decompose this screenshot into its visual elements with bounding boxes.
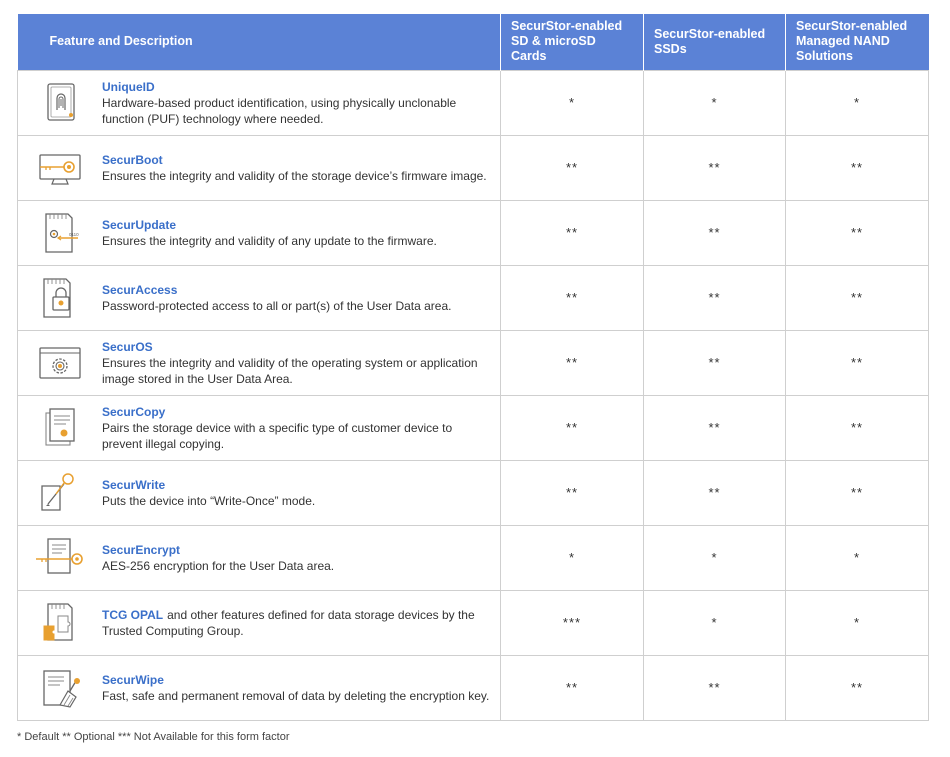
feature-cell xyxy=(18,70,501,135)
header-managed-nand: SecurStor-enabled Managed NAND Solutions xyxy=(786,14,929,70)
fingerprint-icon xyxy=(18,80,102,126)
nand-availability: ** xyxy=(786,330,929,395)
table-body xyxy=(18,70,929,720)
svg-text:0110: 0110 xyxy=(69,231,79,237)
ssd-availability: ** xyxy=(644,135,786,200)
nand-availability: ** xyxy=(786,135,929,200)
feature-description: Ensures the integrity and validity of any update to the firmware. xyxy=(102,233,437,248)
document-copy-icon xyxy=(18,405,102,451)
nand-availability: ** xyxy=(786,395,929,460)
sd-availability: ** xyxy=(501,395,644,460)
feature-name: SecurEncrypt xyxy=(102,542,181,557)
table-row xyxy=(18,460,929,525)
nand-availability: ** xyxy=(786,200,929,265)
feature-cell xyxy=(18,525,501,590)
nand-availability: * xyxy=(786,590,929,655)
card-lock-icon xyxy=(18,275,102,321)
sd-availability: ** xyxy=(501,265,644,330)
feature-description: Fast, safe and permanent removal of data by deleting the encryption key. xyxy=(102,688,490,703)
nand-availability: ** xyxy=(786,265,929,330)
nand-availability: ** xyxy=(786,460,929,525)
feature-cell xyxy=(18,330,501,395)
feature-table xyxy=(17,14,929,721)
nand-availability: * xyxy=(786,525,929,590)
header-feature: Feature and Description xyxy=(18,14,501,70)
feature-name: SecurWipe xyxy=(102,672,164,687)
sd-availability: * xyxy=(501,525,644,590)
ssd-availability: ** xyxy=(644,655,786,720)
ssd-availability: * xyxy=(644,525,786,590)
table-row xyxy=(18,330,929,395)
feature-cell xyxy=(18,200,501,265)
feature-name: UniqueID xyxy=(102,79,155,94)
window-gear-icon xyxy=(18,340,102,386)
ssd-availability: ** xyxy=(644,265,786,330)
sd-availability: ** xyxy=(501,330,644,395)
ssd-availability: ** xyxy=(644,460,786,525)
monitor-key-icon xyxy=(18,145,102,191)
feature-description: Password-protected access to all or part(s) of the User Data area. xyxy=(102,298,452,313)
feature-cell xyxy=(18,590,501,655)
feature-description: Ensures the integrity and validity of the storage device’s firmware image. xyxy=(102,168,487,183)
table-row xyxy=(18,395,929,460)
table-header-row xyxy=(18,14,929,70)
feature-name: SecurUpdate xyxy=(102,217,177,232)
feature-cell xyxy=(18,395,501,460)
table-row xyxy=(18,70,929,135)
feature-description: Hardware-based product identification, using physically unclonable function (PUF) technology where needed. xyxy=(102,95,457,126)
sd-availability: * xyxy=(501,70,644,135)
sd-availability: ** xyxy=(501,655,644,720)
feature-name: SecurBoot xyxy=(102,152,163,167)
sd-availability: ** xyxy=(501,460,644,525)
feature-description: Pairs the storage device with a specific type of customer device to prevent illegal copying. xyxy=(102,420,453,451)
table-row xyxy=(18,200,929,265)
feature-cell xyxy=(18,135,501,200)
ssd-availability: ** xyxy=(644,395,786,460)
header-ssds: SecurStor-enabled SSDs xyxy=(644,14,786,70)
table-row xyxy=(18,655,929,720)
ssd-availability: ** xyxy=(644,200,786,265)
card-puzzle-icon xyxy=(18,600,102,646)
nand-availability: ** xyxy=(786,655,929,720)
card-update-icon xyxy=(18,210,102,256)
feature-description: Puts the device into “Write-Once” mode. xyxy=(102,493,316,508)
feature-description: and other features defined for data storage devices by the Trusted Computing Group. xyxy=(102,607,475,638)
feature-table-container xyxy=(17,14,928,721)
table-row xyxy=(18,135,929,200)
nand-availability: * xyxy=(786,70,929,135)
sd-availability: ** xyxy=(501,200,644,265)
ssd-availability: * xyxy=(644,590,786,655)
table-row xyxy=(18,265,929,330)
header-sd-cards: SecurStor-enabled SD & microSD Cards xyxy=(501,14,644,70)
ssd-availability: ** xyxy=(644,330,786,395)
feature-cell xyxy=(18,265,501,330)
document-key-icon xyxy=(18,535,102,581)
feature-cell xyxy=(18,460,501,525)
pen-key-icon xyxy=(18,470,102,516)
legend-footnote: * Default ** Optional *** Not Available for this form factor xyxy=(17,731,290,743)
feature-name: SecurWrite xyxy=(102,477,166,492)
sd-availability: *** xyxy=(501,590,644,655)
table-row xyxy=(18,590,929,655)
feature-name: SecurAccess xyxy=(102,282,178,297)
ssd-availability: * xyxy=(644,70,786,135)
feature-name: TCG OPAL xyxy=(102,607,164,622)
feature-cell xyxy=(18,655,501,720)
feature-name: SecurCopy xyxy=(102,404,166,419)
table-row xyxy=(18,525,929,590)
feature-name: SecurOS xyxy=(102,339,153,354)
feature-description: Ensures the integrity and validity of the operating system or application image stored in the User Data Area. xyxy=(102,355,478,386)
feature-description: AES-256 encryption for the User Data area. xyxy=(102,558,335,573)
sd-availability: ** xyxy=(501,135,644,200)
document-wipe-icon xyxy=(18,665,102,711)
